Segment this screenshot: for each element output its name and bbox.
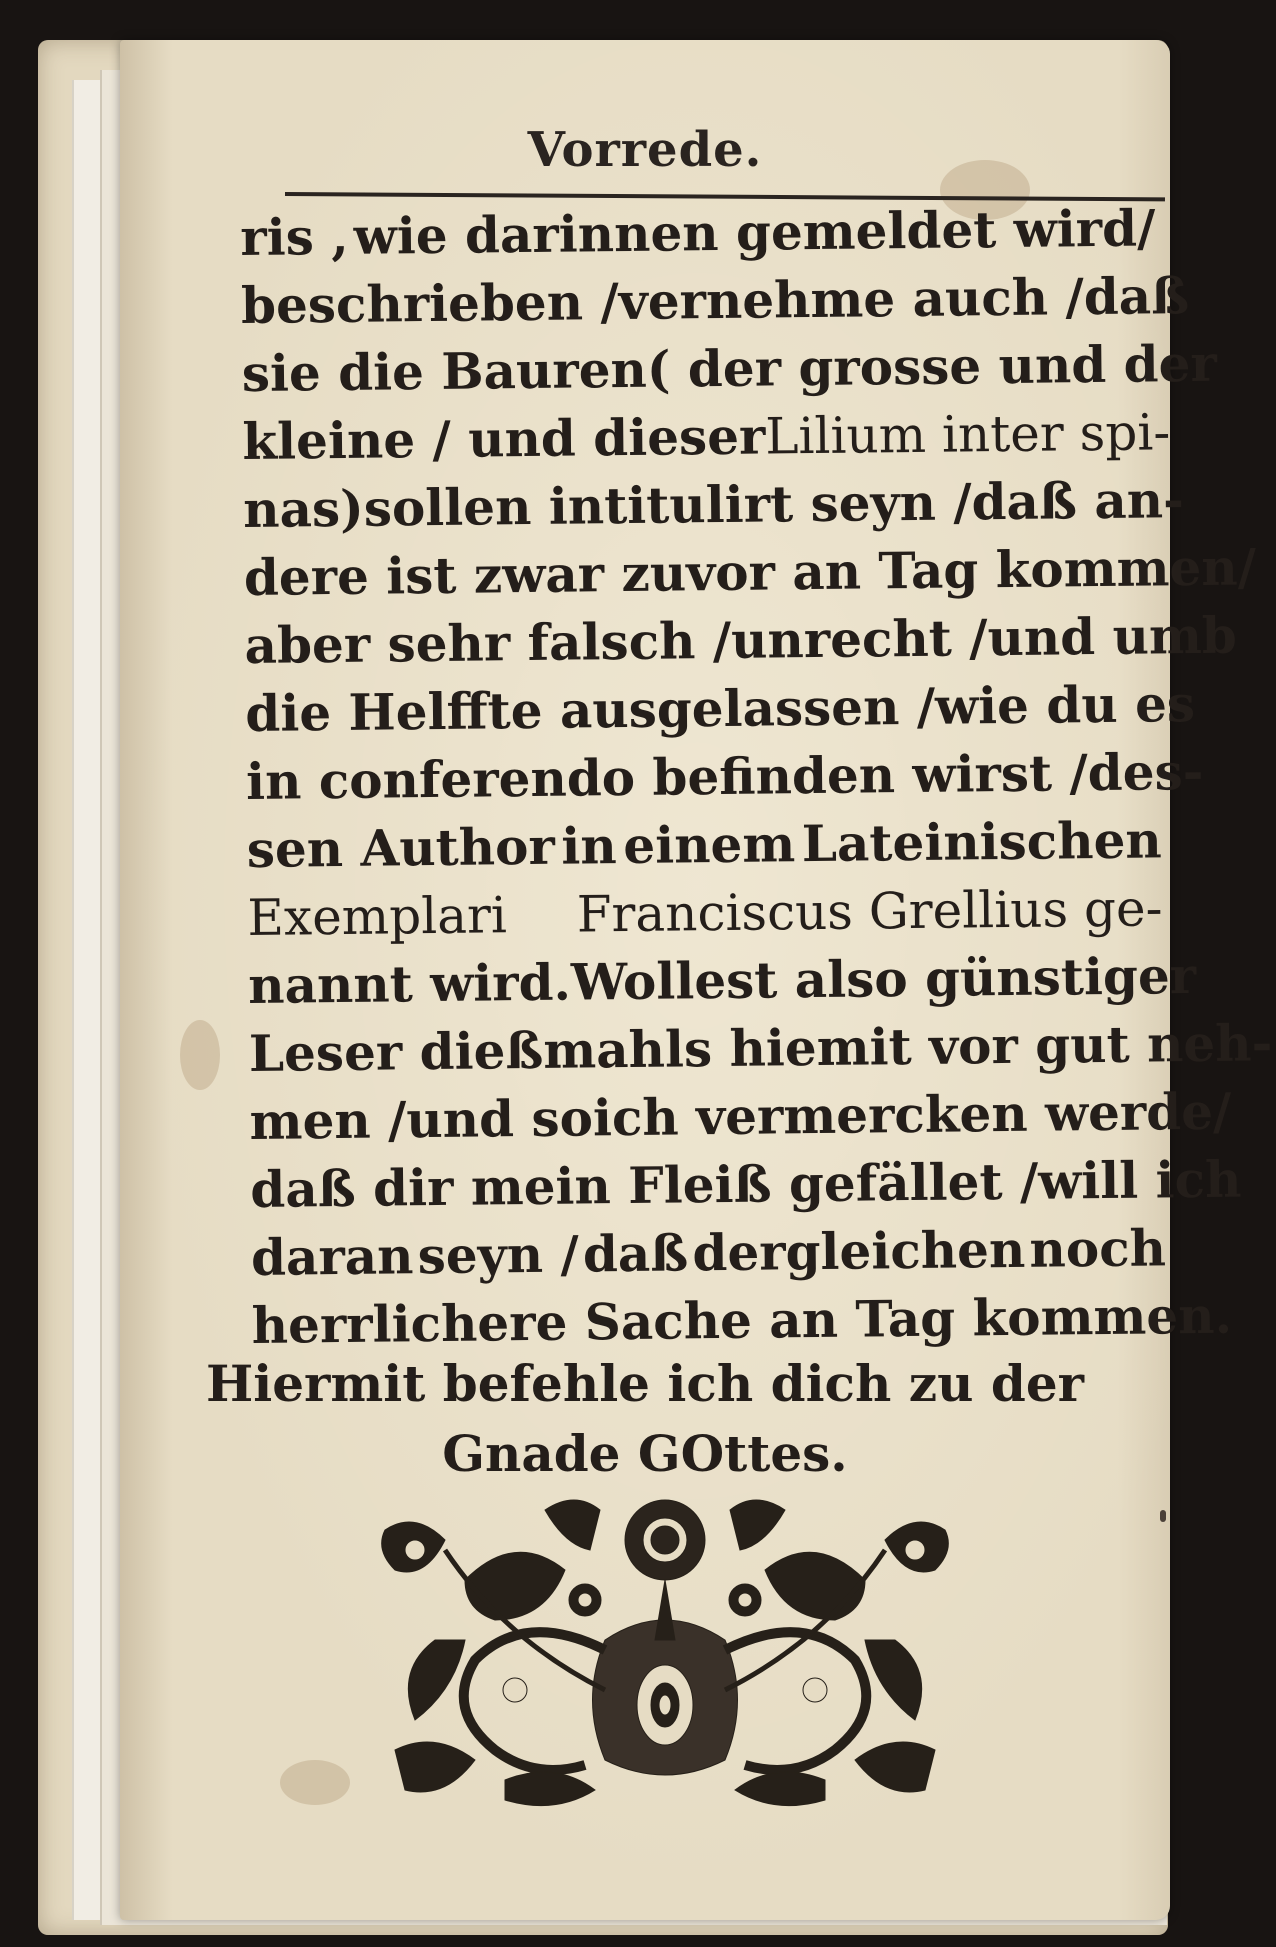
- text-line: [249, 1078, 1232, 1156]
- text-segment: ( der grosse und der: [646, 333, 1218, 399]
- text-line: [240, 194, 1156, 272]
- text-segment: daß: [582, 1223, 689, 1284]
- text-line: [241, 330, 1218, 408]
- text-segment: ich vermercken werde/: [592, 1081, 1232, 1148]
- text-line: [250, 1146, 1242, 1224]
- text-segment: Franciscus Grellius ge-: [576, 879, 1163, 944]
- text-segment: daran: [250, 1226, 414, 1287]
- text-segment: sie die Bauren: [241, 339, 648, 403]
- text-segment: wie du es: [934, 674, 1196, 736]
- text-segment: und umb: [987, 605, 1238, 668]
- text-segment: daß: [1083, 266, 1190, 327]
- text-line: [246, 806, 1162, 884]
- text-segment: Wollest also günstiger: [570, 946, 1197, 1012]
- text-line: [247, 874, 1163, 952]
- text-segment: in: [561, 816, 618, 876]
- text-segment: und so: [406, 1088, 594, 1150]
- text-segment: des-: [1087, 741, 1204, 803]
- text-segment: Leser dießmahls hiemit vor gut neh-: [248, 1013, 1273, 1083]
- text-segment: men /: [249, 1090, 407, 1151]
- text-segment: herrlichere Sache an Tag kommen.: [251, 1285, 1233, 1355]
- text-segment: beschrieben /: [240, 272, 620, 335]
- text-segment: dere ist zwar zuvor an Tag kommen/: [243, 537, 1257, 607]
- text-segment: wie darinnen gemeldet wird/: [353, 198, 1156, 266]
- text-segment: daß dir mein Fleiß gefället /: [250, 1151, 1039, 1219]
- text-segment: seyn /: [417, 1224, 580, 1286]
- text-segment: Lilium inter spi-: [764, 403, 1171, 466]
- text-line: [251, 1214, 1167, 1292]
- foxing-stain: [280, 1760, 350, 1805]
- page-header: Vorrede.: [527, 122, 763, 178]
- text-line: [242, 398, 1171, 476]
- text-segment: kleine / und dieser: [242, 406, 766, 471]
- text-segment: vernehme auch /: [618, 267, 1085, 332]
- text-segment: in conferendo befinden wirst /: [245, 743, 1089, 811]
- text-segment: aber sehr falsch /: [244, 610, 732, 675]
- body-text: [240, 194, 1273, 1360]
- text-segment: sollen intitulirt seyn /: [363, 472, 972, 538]
- text-segment: nannt wird.: [247, 952, 572, 1015]
- text-segment: noch: [1029, 1218, 1167, 1279]
- text-line: [248, 1010, 1273, 1088]
- text-segment: die Helffte ausgelassen /: [245, 676, 936, 743]
- text-line: [244, 602, 1238, 680]
- text-segment: ris ,: [240, 206, 349, 267]
- text-segment: nas): [242, 478, 365, 539]
- text-segment: sen Author: [246, 816, 556, 879]
- text-line: [245, 738, 1204, 816]
- text-line: [247, 942, 1197, 1020]
- text-segment: unrecht /: [730, 608, 988, 670]
- text-segment: dergleichen: [692, 1219, 1026, 1283]
- floral-ornament: [355, 1490, 975, 1820]
- text-line: [242, 466, 1185, 544]
- foxing-stain: [180, 1020, 220, 1090]
- text-segment: will ich: [1037, 1149, 1242, 1211]
- text-segment: Exemplari: [247, 886, 508, 947]
- text-line: [240, 262, 1190, 340]
- closing-line: Hiermit befehle ich dich zu der: [205, 1354, 1085, 1413]
- closing-line: Gnade GOttes.: [442, 1424, 848, 1483]
- text-segment: Lateinischen: [801, 810, 1163, 874]
- text-line: [251, 1282, 1233, 1360]
- page-mark: [1160, 1510, 1166, 1522]
- text-segment: daß an-: [971, 470, 1185, 532]
- text-segment: einem: [623, 814, 796, 876]
- text-line: [245, 670, 1196, 748]
- text-line: [243, 534, 1257, 612]
